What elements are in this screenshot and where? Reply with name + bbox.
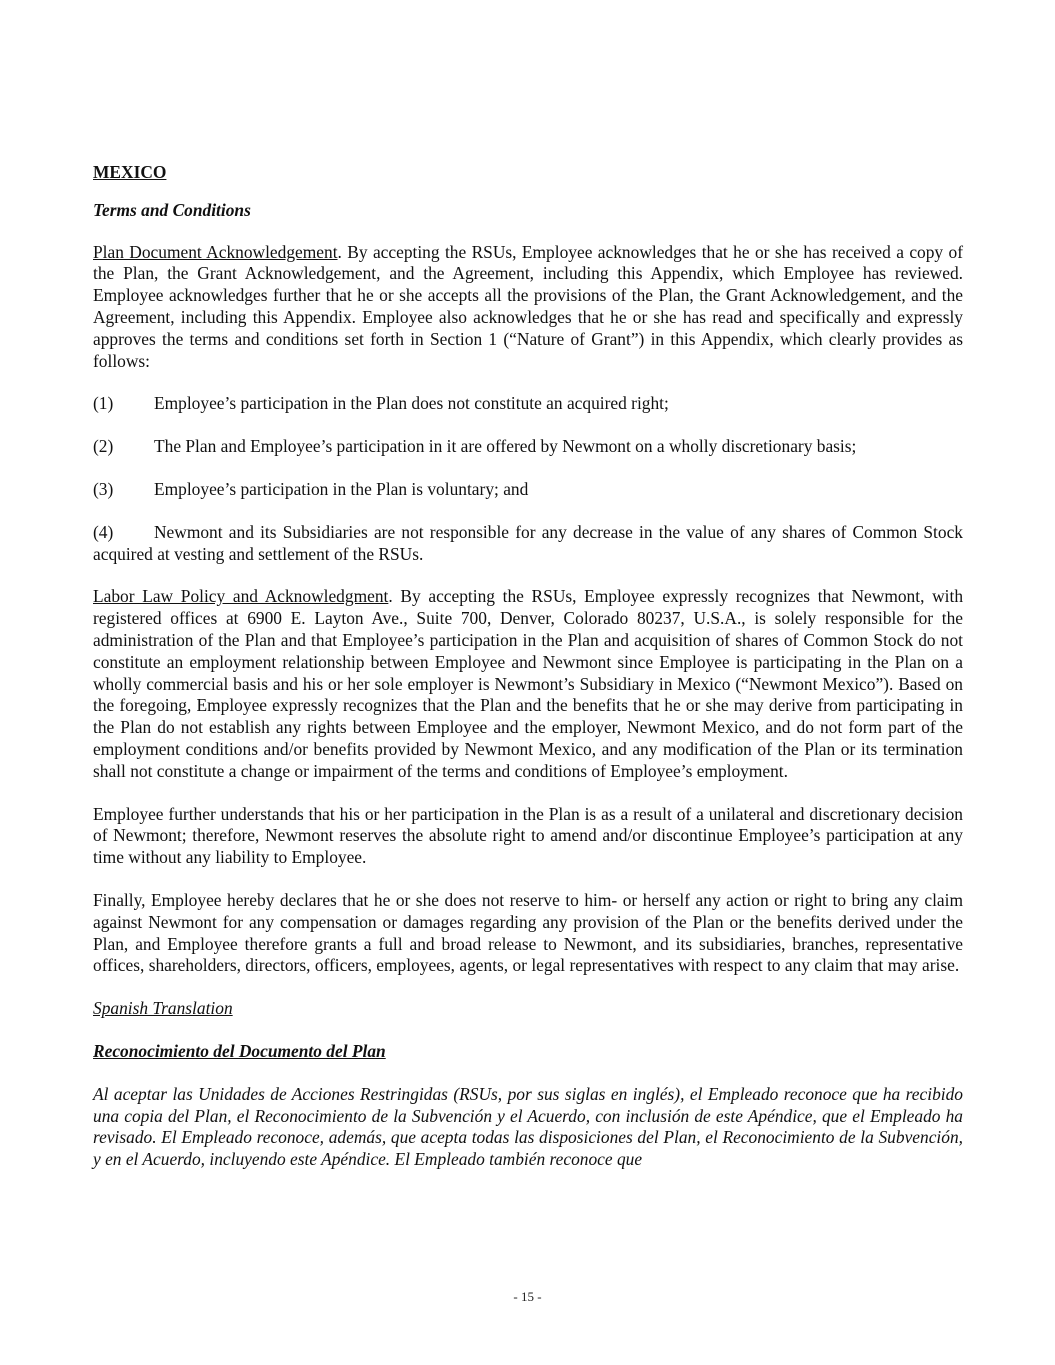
- plan-ack-text: . By accepting the RSUs, Employee acknowledges that he or she has received a copy of the Plan, the Grant Acknowledgement, and the Agreement, including this Appendix, which Employee has reviewed. Employee acknowledges further that he or she accepts all the provisions of the Plan, the Grant Acknowledgement, and the Agreement, including this Appendix. Employee also acknowledges that he or she has read and specifically and expressly approves the terms and conditions set forth in Section 1 (“Nature of Grant”) in this Appendix, which clearly provides as follows:: [93, 241, 963, 371]
- list-item: [93, 393, 963, 415]
- list-text: Newmont and its Subsidiaries are not responsible for any decrease in the value of any shares of Common Stock acquired at vesting and settlement of the RSUs.: [93, 521, 963, 564]
- list-item: [93, 479, 963, 501]
- terms-subheading: Terms and Conditions: [93, 199, 251, 220]
- labor-paragraph: [93, 586, 963, 782]
- plan-ack-paragraph: [93, 242, 963, 373]
- spanish-paragraph: Al aceptar las Unidades de Acciones Restringidas (RSUs, por sus siglas en inglés), el Empleado reconoce que ha recibido una copia del Plan, el Reconocimiento de la Subvención y el Acuerdo, con inclusión de este Apéndice, que el Empleado ha revisado. El Empleado reconoce, además, que acepta todas las disposiciones del Plan, el Reconocimiento de la Subvención, y en el Acuerdo, incluyendo este Apéndice. El Empleado también reconoce que: [93, 1083, 963, 1170]
- page-number: - 15 -: [513, 1289, 542, 1304]
- list-number: (2): [93, 436, 114, 457]
- document-page: [93, 162, 963, 1192]
- further-paragraph: Employee further understands that his or her participation in the Plan is as a result of a unilateral and discretionary decision of Newmont; therefore, Newmont reserves the absolute right to amend and/or discontinue Employee’s participation at any time without any liability to Employee.: [93, 803, 963, 868]
- list-item: [93, 522, 963, 566]
- labor-title: Labor Law Policy and Acknowledgment: [93, 586, 389, 607]
- list-number: (3): [93, 478, 114, 499]
- spanish-translation-label: Spanish Translation: [93, 998, 233, 1019]
- list-text: The Plan and Employee’s participation in it are offered by Newmont on a wholly discretionary basis;: [154, 436, 857, 457]
- list-number: (1): [93, 393, 114, 414]
- finally-paragraph: Finally, Employee hereby declares that he or she does not reserve to him- or herself any action or right to bring any claim against Newmont for any compensation or damages regarding any provision of the Plan or the benefits derived under the Plan, and Employee therefore grants a full and broad release to Newmont, and its subsidiaries, branches, representative offices, shareholders, directors, officers, employees, agents, or legal representatives with respect to any claim that may arise.: [93, 889, 963, 976]
- section-heading: MEXICO: [93, 162, 167, 182]
- list-text: Employee’s participation in the Plan is voluntary; and: [154, 478, 529, 499]
- list-item: [93, 436, 963, 458]
- labor-text: . By accepting the RSUs, Employee expressly recognizes that Newmont, with registered offices at 6900 E. Layton Ave., Suite 700, Denver, Colorado 80237, U.S.A., is solely responsible for the administration of the Plan and that Employee’s participation in the Plan and acquisition of shares of Common Stock do not constitute an employment relationship between Employee and Newmont since Employee is participating in the Plan on a wholly commercial basis and his or her sole employer is Newmont’s Subsidiary in Mexico (“Newmont Mexico”). Based on the foregoing, Employee expressly recognizes that the Plan and the benefits that he or she may derive from participating in the Plan do not establish any rights between Employee and the employer, Newmont Mexico, and do not form part of the employment conditions and/or benefits provided by Newmont Mexico, and any modification of the Plan or its termination shall not constitute a change or impairment of the terms and conditions of Employee’s employment.: [93, 586, 964, 781]
- plan-ack-title: Plan Document Acknowledgement: [93, 241, 338, 262]
- spanish-heading: Reconocimiento del Documento del Plan: [93, 1040, 386, 1061]
- list-number: (4): [93, 521, 114, 542]
- list-text: Employee’s participation in the Plan does not constitute an acquired right;: [154, 393, 669, 414]
